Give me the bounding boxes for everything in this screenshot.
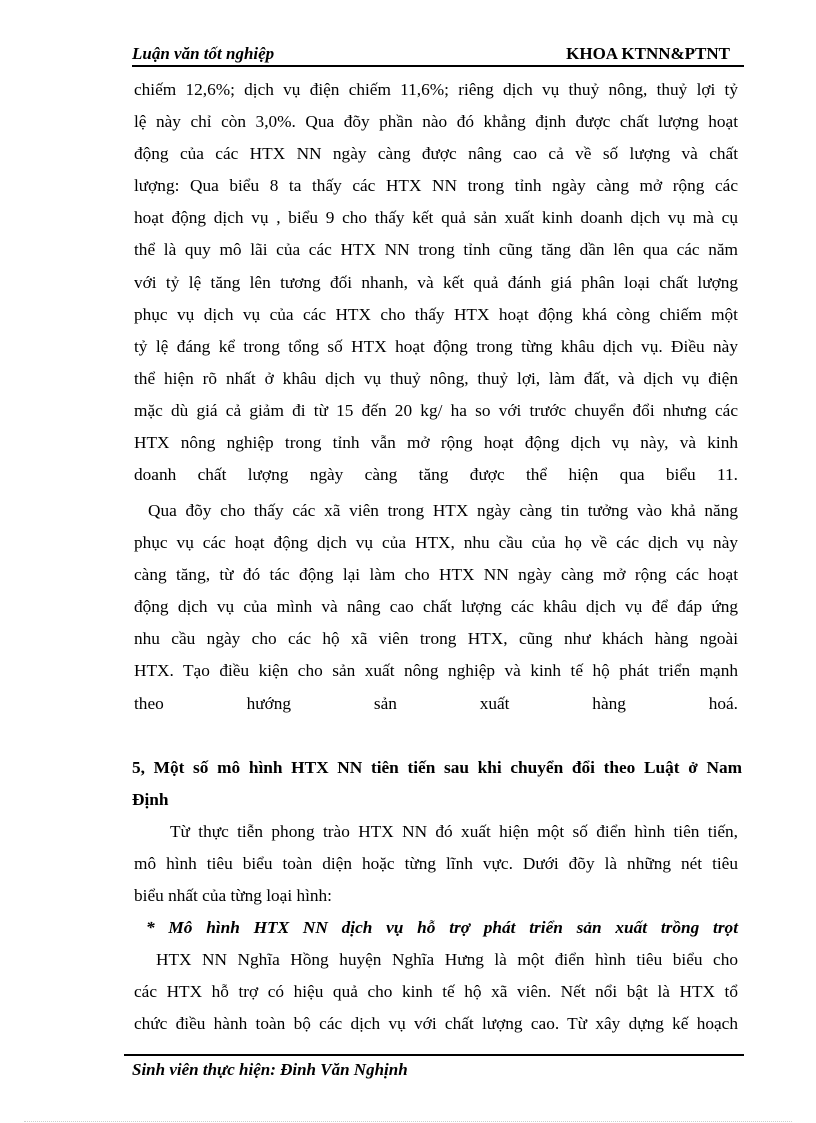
- text-line: hoạt động dịch vụ , biểu 9 cho thấy kết quả sản xuất kinh doanh dịch vụ mà cụ: [134, 208, 738, 228]
- section-heading: [132, 752, 742, 816]
- text-line: lệ này chỉ còn 3,0%. Qua đõy phần nào đó khẳng định được chất lượng hoạt: [134, 112, 738, 132]
- text-line: thể hiện rõ nhất ở khâu dịch vụ thuỷ nông, thuỷ lợi, làm đất, và dịch vụ điện: [134, 368, 738, 388]
- text-line: tỷ lệ đáng kể trong tổng số HTX hoạt động trong từng khâu dịch vụ. Điều này: [134, 336, 738, 356]
- text-line: nhu cầu ngày cho các hộ xã viên trong HTX, cũng như khách hàng ngoài: [134, 629, 738, 649]
- text-line: với tỷ lệ tăng lên tương đối nhanh, và kết quả đánh giá phân loại chất lượng: [134, 272, 738, 292]
- text-line: chiếm 12,6%; dịch vụ điện chiếm 11,6%; riêng dịch vụ thuỷ nông, thuỷ lợi tỷ: [134, 80, 738, 99]
- text-line: phục vụ dịch vụ của các HTX cho thấy HTX hoạt động khá còng chiếm một: [134, 304, 738, 324]
- text-line: lượng: Qua biểu 8 ta thấy các HTX NN trong tỉnh ngày càng mở rộng các: [134, 176, 738, 196]
- text-line: HTX NN Nghĩa Hồng huyện Nghĩa Hưng là một điển hình tiêu biểu cho: [156, 950, 738, 969]
- text-line: biểu nhất của từng loại hình:: [134, 886, 332, 906]
- subheading-line: * Mô hình HTX NN dịch vụ hỗ trợ phát triển sản xuất trồng trọt: [146, 918, 738, 937]
- text-line: HTX nông nghiệp trong tỉnh vẫn mở rộng hoạt động dịch vụ này, và kinh: [134, 433, 738, 453]
- text-line: càng tăng, từ đó tác động lại làm cho HTX NN ngày càng mở rộng các hoạt: [134, 565, 738, 585]
- header-rule: [132, 65, 744, 67]
- paragraph-2: [134, 495, 738, 720]
- page-header: [132, 44, 744, 66]
- text-line: động dịch vụ của mình và nâng cao chất lượng các khâu dịch vụ để đáp ứng: [134, 597, 738, 617]
- paragraph-4: [134, 944, 738, 1040]
- subheading: [134, 912, 738, 944]
- footer-author: Sinh viên thực hiện: Đinh Văn Nghịnh: [132, 1060, 408, 1079]
- header-faculty: KHOA KTNN&PTNT: [566, 44, 730, 63]
- text-line: HTX. Tạo điều kiện cho sản xuất nông nghiệp và kinh tế hộ phát triển mạnh: [134, 661, 738, 681]
- header-thesis-title: Luận văn tốt nghiệp: [132, 44, 275, 63]
- text-line: Từ thực tiễn phong trào HTX NN đó xuất hiện một số điển hình tiên tiến,: [170, 822, 738, 841]
- text-line: động của các HTX NN ngày càng được nâng cao cả về số lượng và chất: [134, 144, 738, 164]
- paragraph-1: [134, 74, 738, 491]
- text-line: thể là quy mô lãi của các HTX NN trong tỉnh cũng tăng dần lên qua các năm: [134, 240, 738, 260]
- text-line: chức điều hành toàn bộ các dịch vụ với chất lượng cao. Từ xây dựng kế hoạch: [134, 1014, 738, 1034]
- page-edge: [24, 1121, 792, 1122]
- section-heading-line: 5, Một số mô hình HTX NN tiên tiến sau khi chuyển đổi theo Luật ở Nam: [132, 758, 742, 777]
- footer-rule: [124, 1054, 744, 1056]
- text-line: các HTX hỗ trợ có hiệu quả cho kinh tế hộ xã viên. Nết nổi bật là HTX tổ: [134, 982, 738, 1002]
- text-line: phục vụ các hoạt động dịch vụ của HTX, nhu cầu của họ về các dịch vụ này: [134, 533, 738, 553]
- section-heading-line: Định: [132, 790, 169, 810]
- text-line: theo hướng sản xuất hàng hoá.: [134, 693, 738, 713]
- text-line: Qua đõy cho thấy các xã viên trong HTX ngày càng tin tưởng vào khả năng: [148, 501, 738, 520]
- text-line: mặc dù giá cả giảm đi từ 15 đến 20 kg/ ha so với trước chuyển đổi nhưng các: [134, 400, 738, 420]
- text-line: mô hình tiêu biểu toàn diện hoặc từng lĩnh vực. Dưới đõy là những nét tiêu: [134, 854, 738, 874]
- paragraph-3: [134, 816, 738, 912]
- text-line: doanh chất lượng ngày càng tăng được thể hiện qua biểu 11.: [134, 465, 738, 485]
